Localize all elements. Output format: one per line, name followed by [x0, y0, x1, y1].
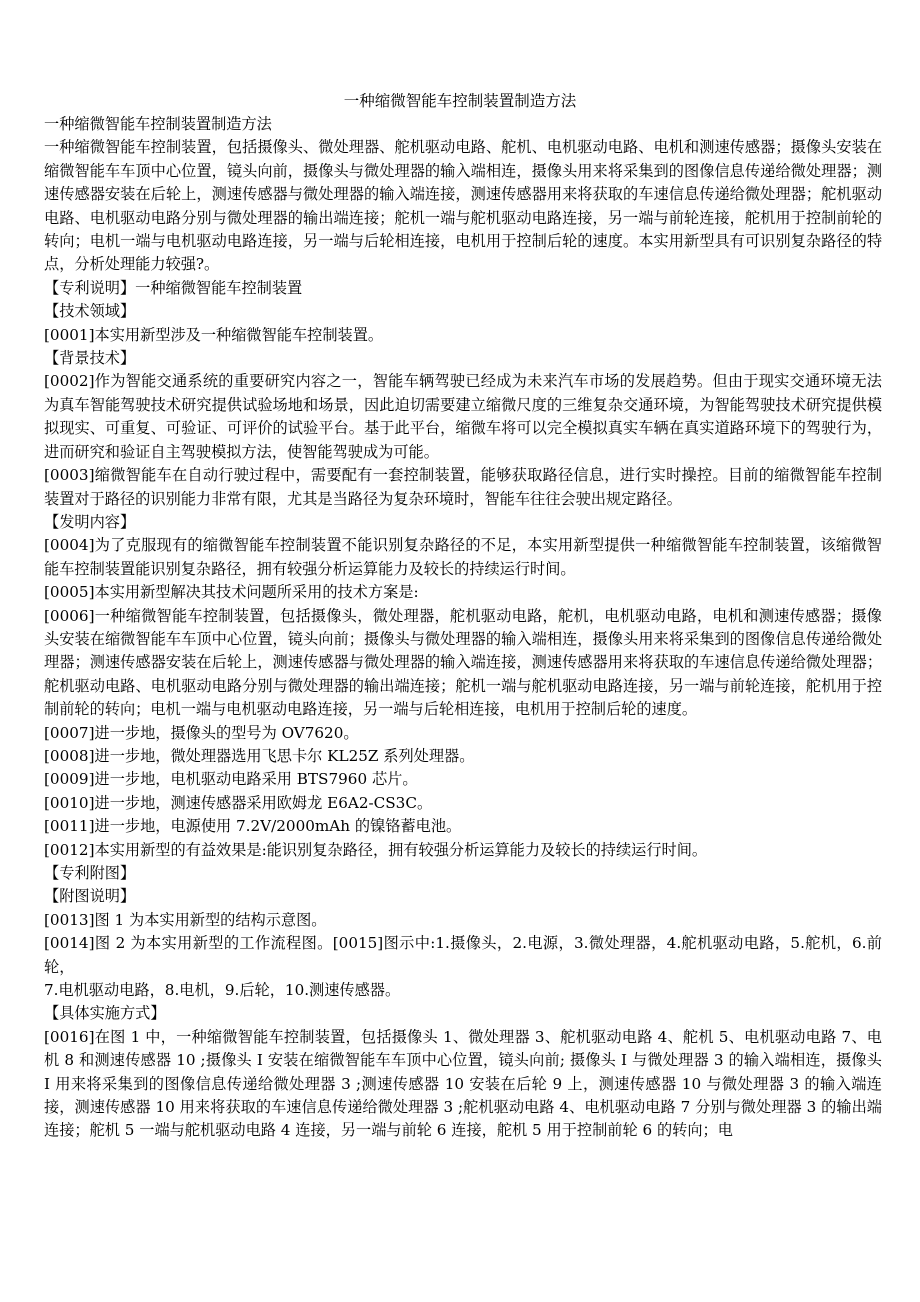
paragraph-0001: [0001]本实用新型涉及一种缩微智能车控制装置。	[44, 325, 384, 344]
document-body	[44, 113, 882, 1143]
paragraph-0010: [0010]进一步地，测速传感器采用欧姆龙 E6A2-CS3C。	[44, 793, 433, 812]
paragraph-0008: [0008]进一步地，微处理器选用飞思卡尔 KL25Z 系列处理器。	[44, 746, 475, 765]
paragraph-0009: [0009]进一步地，电机驱动电路采用 BTS7960 芯片。	[44, 770, 418, 789]
paragraph-legend-continued: 7.电机驱动电路，8.电机，9.后轮，10.测速传感器。	[44, 981, 401, 1000]
paragraph-0012: [0012]本实用新型的有益效果是:能识别复杂路径，拥有较强分析运算能力及较长的持续运行时间。	[44, 840, 708, 859]
paragraph-0005: [0005]本实用新型解决其技术问题所采用的技术方案是:	[44, 583, 419, 602]
paragraph-0006: [0006]一种缩微智能车控制装置，包括摄像头，微处理器，舵机驱动电路，舵机，电机驱动电路，电机和测速传感器；摄像头安装在缩微智能车车顶中心位置，镜头向前；摄像头与微处理器的输入端相连，摄像头用来将采集到的图像信息传递给微处理器；测速传感器安装在后轮上，测速传感器与微处理器的输入端连接，测速传感器用来将获取的车速信息传递给微处理器；舵机驱动电路、电机驱动电路分别与微处理器的输出端连接；舵机一端与舵机驱动电路连接，另一端与前轮连接，舵机用于控制前轮的转向；电机一端与电机驱动电路连接，另一端与后轮相连接，电机用于控制后轮的速度。	[44, 606, 882, 719]
section-heading-patent-description: 【专利说明】一种缩微智能车控制装置	[44, 278, 303, 297]
paragraph-0014: [0014]图 2 为本实用新型的工作流程图。[0015]图示中:1.摄像头，2.电源，3.微处理器，4.舵机驱动电路，5.舵机，6.前轮，	[44, 934, 882, 976]
paragraph-0013: [0013]图 1 为本实用新型的结构示意图。	[44, 910, 327, 929]
document-title: 一种缩微智能车控制装置制造方法	[343, 92, 577, 110]
paragraph-0003: [0003]缩微智能车在自动行驶过程中，需要配有一套控制装置，能够获取路径信息，进行实时操控。目前的缩微智能车控制装置对于路径的识别能力非常有限，尤其是当路径为复杂环境时，智能车往往会驶出规定路径。	[44, 466, 882, 508]
paragraph-0011: [0011]进一步地，电源使用 7.2V/2000mAh 的镍铬蓄电池。	[44, 817, 462, 836]
paragraph-0004: [0004]为了克服现有的缩微智能车控制装置不能识别复杂路径的不足，本实用新型提供一种缩微智能车控制装置，该缩微智能车控制装置能识别复杂路径，拥有较强分析运算能力及较长的持续运行时间。	[44, 536, 882, 578]
section-heading-technical-field: 【技术领域】	[44, 302, 136, 321]
subtitle-line: 一种缩微智能车控制装置制造方法	[44, 115, 272, 133]
section-heading-invention-content: 【发明内容】	[44, 512, 136, 531]
paragraph-0002: [0002]作为智能交通系统的重要研究内容之一，智能车辆驾驶已经成为未来汽车市场的发展趋势。但由于现实交通环境无法为真车智能驾驶技术研究提供试验场地和场景，因此迫切需要建立缩微尺度的三维复杂交通环境，为智能驾驶技术研究提供模拟现实、可重复、可验证、可评价的试验平台。基于此平台，缩微车将可以完全模拟真实车辆在真实道路环境下的驾驶行为，进而研究和验证自主驾驶模拟方法，使智能驾驶成为可能。	[44, 372, 882, 461]
paragraph-0007: [0007]进一步地，摄像头的型号为 OV7620。	[44, 723, 359, 742]
section-heading-patent-figures: 【专利附图】	[44, 864, 136, 882]
section-heading-background: 【背景技术】	[44, 349, 136, 368]
section-heading-figure-description: 【附图说明】	[44, 887, 136, 906]
abstract-paragraph: 一种缩微智能车控制装置，包括摄像头、微处理器、舵机驱动电路、舵机、电机驱动电路、电机和测速传感器；摄像头安装在缩微智能车车顶中心位置，镜头向前，摄像头与微处理器的输入端相连，摄像头用来将采集到的图像信息传递给微处理器；测速传感器安装在后轮上，测速传感器与微处理器的输入端连接，测速传感器用来将获取的车速信息传递给微处理器；舵机驱动电路、电机驱动电路分别与微处理器的输出端连接；舵机一端与舵机驱动电路连接，另一端与前轮连接，舵机用于控制前轮的转向；电机一端与电机驱动电路连接，另一端与后轮相连接，电机用于控制后轮的速度。本实用新型具有可识别复杂路径的特点，分析处理能力较强?。	[44, 138, 882, 274]
section-heading-embodiment: 【具体实施方式】	[44, 1004, 166, 1023]
paragraph-0016: [0016]在图 1 中，一种缩微智能车控制装置，包括摄像头 1、微处理器 3、舵机驱动电路 4、舵机 5、电机驱动电路 7、电机 8 和测速传感器 10 ;摄像头 I 安装在缩微智能车车顶中心位置，镜头向前; 摄像头 I 与微处理器 3 的输入端相连，摄像头 I 用来将采集到的图像信息传递给微处理器 3 ;测速传感器 10 安装在后轮 9 上，测速传感器 10 与微处理器 3 的输入端连接，测速传感器 10 用来将获取的车速信息传递给微处理器 3 ;舵机驱动电路 4、电机驱动电路 7 分别与微处理器 3 的输出端连接；舵机 5 一端与舵机驱动电路 4 连接，另一端与前轮 6 连接，舵机 5 用于控制前轮 6 的转向；电	[44, 1027, 882, 1140]
